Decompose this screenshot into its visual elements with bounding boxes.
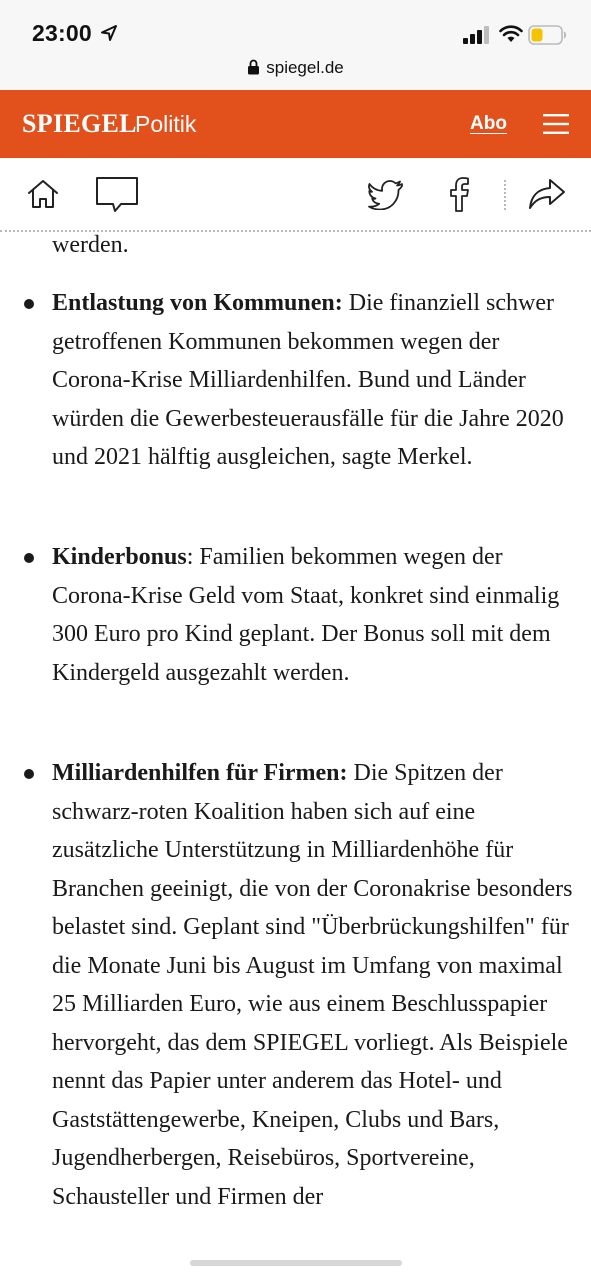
cellular-signal-icon [463,26,491,44]
comment-icon[interactable] [95,176,139,214]
article-body [0,232,591,1280]
hamburger-menu-icon[interactable] [543,113,569,135]
list-item-title: Kinderbonus [52,544,187,570]
abo-link[interactable]: Abo [470,113,507,134]
list-item-text: Die Spitzen der schwarz-roten Koalition haben sich auf eine zusätzliche Unterstützung in Milliardenhöhe für Branchen geeinigt, die von der Coronakrise besonders belastet sind. Geplant sind "Überbrückungshilfen" für die Monate Juni bis August im Umfang von maximal 25 Milliarden Euro, wie aus einem Beschlusspapier hervorgeht, das dem SPIEGEL vorliegt. Als Beispiele nennt das Papier unter anderem das Hotel- und Gaststättengewerbe, Kneipen, Clubs und Bars, Jugendherbergen, Reisebüros, Sportvereine, Schausteller und Firmen der [52,760,573,1210]
list-item-title: Milliardenhilfen für Firmen: [52,760,348,786]
list-item [52,754,574,1216]
home-icon[interactable] [26,178,60,210]
share-arrow-icon[interactable] [528,178,566,210]
site-header [0,90,591,158]
battery-low-icon [528,25,568,45]
section-label[interactable]: Politik [135,111,197,137]
list-item-title: Entlastung von Kommunen: [52,290,343,316]
facebook-icon[interactable] [446,176,472,212]
status-time: 23:00 [32,20,92,46]
wifi-icon [499,25,523,43]
list-item [52,538,574,692]
list-item-text: : Familien bekommen wegen der Corona-Krise Geld vom Staat, konkret sind einmalig 300 Euro pro Kind geplant. Der Bonus soll mit dem Kindergeld ausgezahlt werden. [52,544,560,686]
list-item [52,284,574,477]
status-bar [0,0,591,52]
home-indicator[interactable] [190,1260,402,1266]
url-bar[interactable] [0,52,591,90]
url-domain: spiegel.de [266,58,344,77]
location-arrow-icon [100,24,118,42]
article-continued-text: werden. [52,232,129,258]
twitter-icon[interactable] [368,180,404,210]
brand-logo[interactable]: SPIEGEL [22,109,137,138]
toolbar-separator [504,180,506,210]
list-item-text: Die finanziell schwer getroffenen Kommunen bekommen wegen der Corona-Krise Milliardenhilfen. Bund und Länder würden die Gewerbesteuerausfälle für die Jahre 2020 und 2021 hälftig ausgleichen, sagte Merkel. [52,290,564,470]
lock-icon [247,59,260,75]
article-toolbar [0,158,591,232]
